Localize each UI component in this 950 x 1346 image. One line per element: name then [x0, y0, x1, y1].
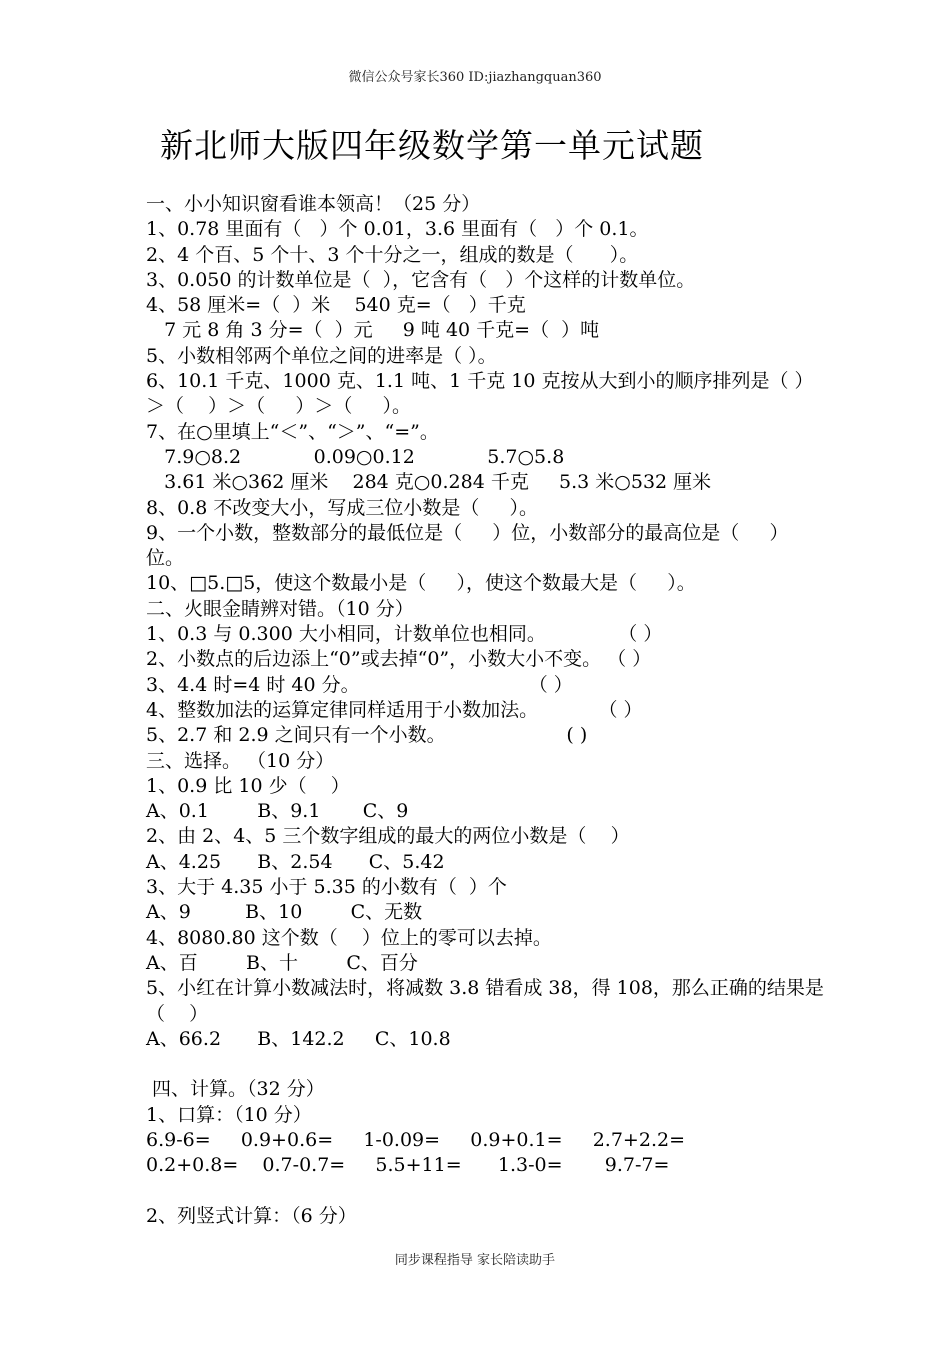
question-line: 7、在○里填上“＜”、“＞”、“=”。 [146, 420, 439, 443]
question-line: 4、58 厘米=（ ）米 540 克=（ ）千克 [146, 294, 526, 317]
choice-options: A、4.25 B、2.54 C、5.42 [146, 850, 445, 873]
question-line: 4、整数加法的运算定律同样适用于小数加法。 （ ） [146, 698, 643, 721]
page-title: 新北师大版四年级数学第一单元试题 [160, 126, 704, 165]
question-line: 3.61 米○362 厘米 284 克○0.284 千克 5.3 米○532 厘米 [146, 471, 712, 494]
question-line: 1、口算：（10 分） [146, 1103, 312, 1126]
page-footer: 同步课程指导 家长陪读助手 [394, 1253, 556, 1268]
question-line: 2、小数点的后边添上“0”或去掉“0”，小数大小不变。 （ ） [146, 648, 652, 671]
page-header-watermark: 微信公众号家长360 ID:jiazhangquan360 [348, 70, 602, 85]
question-line: 1、0.78 里面有（ ）个 0.01，3.6 里面有（ ）个 0.1。 [146, 218, 649, 241]
spacer [146, 1052, 826, 1077]
question-line: 5、2.7 和 2.9 之间只有一个小数。 ( ) [146, 724, 588, 747]
question-line: 8、0.8 不改变大小，写成三位小数是（ ）。 [146, 496, 539, 519]
choice-options: A、9 B、10 C、无数 [146, 901, 423, 924]
choice-options: A、0.1 B、9.1 C、9 [146, 800, 409, 823]
section-2-heading: 二、火眼金睛辨对错。（10 分） [146, 597, 414, 620]
section-1-heading: 一、小小知识窗看谁本领高！（25 分） [146, 193, 481, 215]
choice-options: A、百 B、十 C、百分 [146, 951, 418, 974]
section-3-heading: 三、选择。 （10 分） [146, 749, 335, 772]
question-line: 5、小数相邻两个单位之间的进率是（ ）。 [146, 344, 497, 367]
question-line: 9、一个小数，整数部分的最低位是（ ）位，小数部分的最高位是（ ）位。 [146, 521, 789, 570]
question-line: 3、大于 4.35 小于 5.35 的小数有（ ）个 [146, 876, 507, 899]
exam-content [146, 192, 826, 1229]
question-line: 7.9○8.2 0.09○0.12 5.7○5.8 [146, 445, 565, 468]
question-line: 7 元 8 角 3 分=（ ）元 9 吨 40 千克=（ ）吨 [146, 319, 600, 342]
question-line: 1、0.3 与 0.300 大小相同，计数单位也相同。 （ ） [146, 623, 663, 646]
question-line: 5、小红在计算小数减法时，将减数 3.8 错看成 38，得 108，那么正确的结果是（ ） [146, 977, 824, 1025]
question-line: 4、8080.80 这个数（ ）位上的零可以去掉。 [146, 926, 552, 949]
question-line: 3、0.050 的计数单位是（ ），它含有（ ）个这样的计数单位。 [146, 268, 696, 291]
question-line: 10、□5.□5，使这个数最小是（ ），使这个数最大是（ ）。 [146, 572, 696, 595]
question-line: 1、0.9 比 10 少（ ） [146, 774, 350, 797]
question-line: 6、10.1 千克、1000 克、1.1 吨、1 千克 10 克按从大到小的顺序排列是（ ）＞（ ）＞（ ）＞（ ）。 [146, 370, 814, 418]
choice-options: A、66.2 B、142.2 C、10.8 [146, 1027, 451, 1050]
question-line: 2、4 个百、5 个十、3 个十分之一，组成的数是（ ）。 [146, 243, 639, 266]
question-line: 2、由 2、4、5 三个数字组成的最大的两位小数是（ ） [146, 825, 630, 848]
question-line: 2、列竖式计算：（6 分） [146, 1204, 357, 1227]
arithmetic-row: 0.2+0.8= 0.7-0.7= 5.5+11= 1.3-0= 9.7-7= [146, 1154, 670, 1177]
question-line: 3、4.4 时=4 时 40 分。 （ ） [146, 673, 573, 696]
spacer [146, 1179, 826, 1204]
arithmetic-row: 6.9-6= 0.9+0.6= 1-0.09= 0.9+0.1= 2.7+2.2= [146, 1128, 685, 1151]
section-4-heading: 四、计算。（32 分） [146, 1078, 325, 1101]
